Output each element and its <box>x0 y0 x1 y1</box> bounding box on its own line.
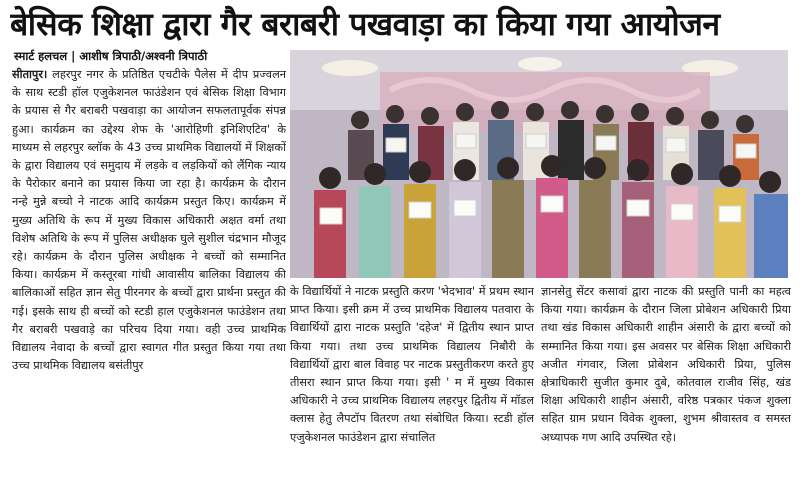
article-byline: स्मार्ट हलचल | आशीष त्रिपाठी/अश्वनी त्रिपाठी <box>14 49 208 63</box>
column-1-text: लहरपुर नगर के प्रतिष्ठित एचटीके पैलेस में दीप प्रज्वलन के साथ स्टडी हॉल एजुकेशनल फाउंडेशन एवं बेसिक शिक्षा विभाग के प्रयास से गैर बराबरी पखवाड़ा का आयोजन सफलतापूर्वक संपन्न हुआ। कार्यक्रम का उद्देश्य शेफ के 'आरोहिणी इनिशिएटिव' के माध्यम से लहरपुर ब्लॉक के 43 उच्च प्राथमिक विद्यालयों में शिक्षकों के द्वारा विद्यालय एवं समुदाय में लड़के व लड़कियों को लैंगिक न्याय के पैरोकार बनाने का प्रयास किया जा रहा है। कार्यक्रम के दौरान नन्हे मुन्ने बच्चो ने नाटक आदि कार्यक्रम प्रस्तुत किए। कार्यक्रम में मुख्य अतिथि के रूप में मुख्य विकास अधिकारी अक्षत वर्मा तथा विशेष अतिथि के रूप में पुलिस अधीक्षक घुले सुशील चंद्रभान मौजूद रहे। कार्यक्रम के दौरान पुलिस अधीक्षक ने बच्चों को सम्मानित किया। कार्यक्रम में कस्तूरबा गांधी आवासीय बालिका विद्यालय की बालिकाओं सहित ज्ञान सेतु पीरनगर के बच्चों द्वारा प्रार्थना प्रस्तुत की गई। इसके साथ ही बच्चों को स्टडी हाल एजुकेशनल फाउंडेशन तथा गैर बराबरी पखवाड़े का परिचय दिया गया। वही उच्च प्राथमिक विद्यालय नेवादा के बच्चों द्वारा स्वागत गीत प्रस्तुत किया गया तथा उच्च प्राथमिक विद्यालय बसंतीपुर <box>12 68 286 373</box>
dateline: सीतापुर। <box>12 68 48 81</box>
article-headline: बेसिक शिक्षा द्वारा गैर बराबरी पखवाड़ा का किया गया आयोजन <box>10 5 720 43</box>
column-3-text: ज्ञानसेतु सेंटर कसावां द्वारा नाटक की प्रस्तुति पानी का महत्व किया गया। कार्यक्रम के दौरान जिला प्रोबेशन अधिकारी प्रिया तथा खंड विकास अधिकारी शाहीन अंसारी के द्वारा बच्चों को सम्मानित किया गया। इस अवसर पर बेसिक शिक्षा अधिकारी अजीत गंगवार, जिला प्रोबेशन अधिकारी प्रिया, पुलिस क्षेत्राधिकारी सुजीत कुमार दुबे, कोतवाल राजीव सिंह, खंड शिक्षा अधिकारी शाहीन अंसारी, वरिष्ठ पत्रकार पंकज शुक्ला सहित ग्राम प्रधान विवेक शुक्ला, शुभम श्रीवास्तव व समस्त अध्यापक गण आदि उपस्थित रहे। <box>541 285 791 444</box>
column-1-paragraph <box>12 66 286 375</box>
article-column-3 <box>541 283 791 479</box>
article-column-2 <box>290 283 534 479</box>
column-2-text: के विद्यार्थियों ने नाटक प्रस्तुति करण 'भेदभाव' में प्रथम स्थान प्राप्त किया। इसी क्रम में उच्च प्राथमिक विद्यालय पतवारा के विद्यार्थियों द्वारा नाटक प्रस्तुति 'दहेज' में द्वितीय स्थान प्राप्त किया गया। तथा उच्च प्राथमिक विद्यालय निबौरी के विद्यार्थियों द्वारा बाल विवाह पर नाटक प्रस्तुतीकरण करते हुए तीसरा स्थान प्राप्त किया गया। इसी ' म में मुख्य विकास अधिकारी ने उच्च प्राथमिक विद्यालय लहरपुर द्वितीय में मॉडल क्लास हेतु लैपटॉप वितरण तथा संबोधित किया। स्टडी हॉल एजुकेशनल फाउंडेशन द्वारा संचालित <box>290 285 534 444</box>
event-photo <box>290 50 788 278</box>
group-photo-illustration <box>290 50 788 278</box>
article-column-1 <box>12 66 286 480</box>
